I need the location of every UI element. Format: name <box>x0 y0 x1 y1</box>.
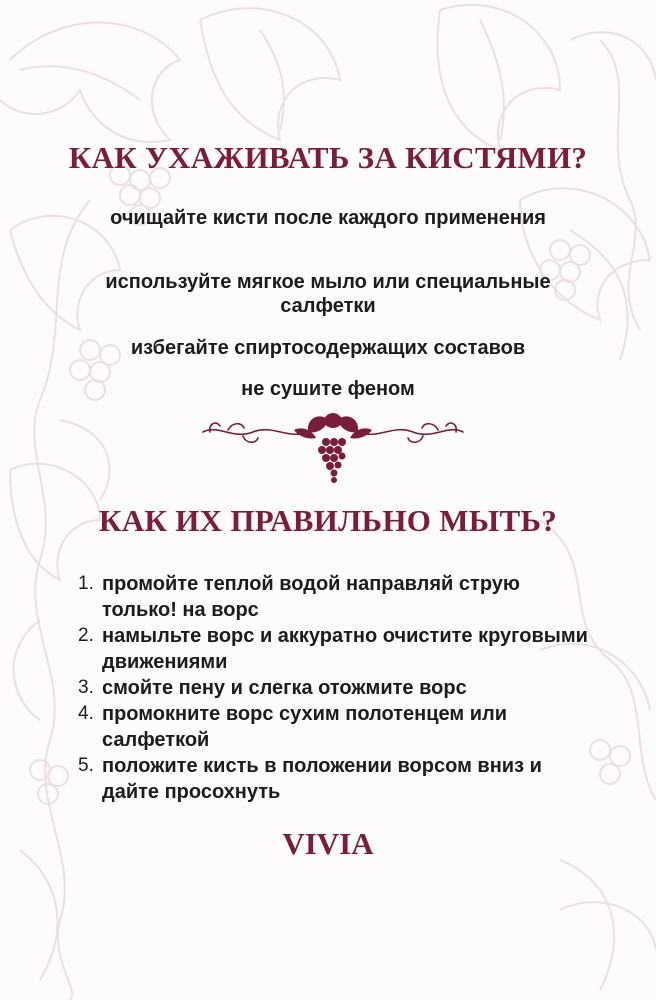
step-number: 4. <box>78 703 94 724</box>
care-heading: КАК УХАЖИВАТЬ ЗА КИСТЯМИ? <box>68 140 588 175</box>
tip-item: очищайте кисти после каждого применения <box>110 207 546 229</box>
tip-item: избегайте спиртосодержащих составов <box>130 337 526 359</box>
tip-item: не сушите феном <box>241 378 415 400</box>
step-number: 2. <box>78 625 94 646</box>
step-text: положите кисть в положении ворсом вниз и дайте просохнуть <box>102 755 542 803</box>
list-item <box>78 623 598 675</box>
grapevine-ornament-icon <box>198 410 468 492</box>
list-item <box>78 571 598 623</box>
tip-item: используйте мягкое мыло или специальные салфетки <box>105 271 551 317</box>
list-item <box>78 701 598 753</box>
list-item <box>78 753 598 805</box>
list-item <box>78 675 598 701</box>
step-text: промойте теплой водой направляй струю только! на ворс <box>102 573 520 621</box>
washing-heading: КАК ИХ ПРАВИЛЬНО МЫТЬ? <box>98 503 558 538</box>
step-number: 5. <box>78 755 94 776</box>
brand-name: VIVIA <box>282 826 374 861</box>
step-number: 3. <box>78 677 94 698</box>
step-text: намыльте ворс и аккуратно очистите круговыми движениями <box>102 625 588 673</box>
step-text: промокните ворс сухим полотенцем или салфеткой <box>102 703 508 751</box>
washing-steps-list <box>78 571 598 805</box>
step-text: смойте пену и слегка отожмите ворс <box>102 677 467 699</box>
step-number: 1. <box>78 573 94 594</box>
